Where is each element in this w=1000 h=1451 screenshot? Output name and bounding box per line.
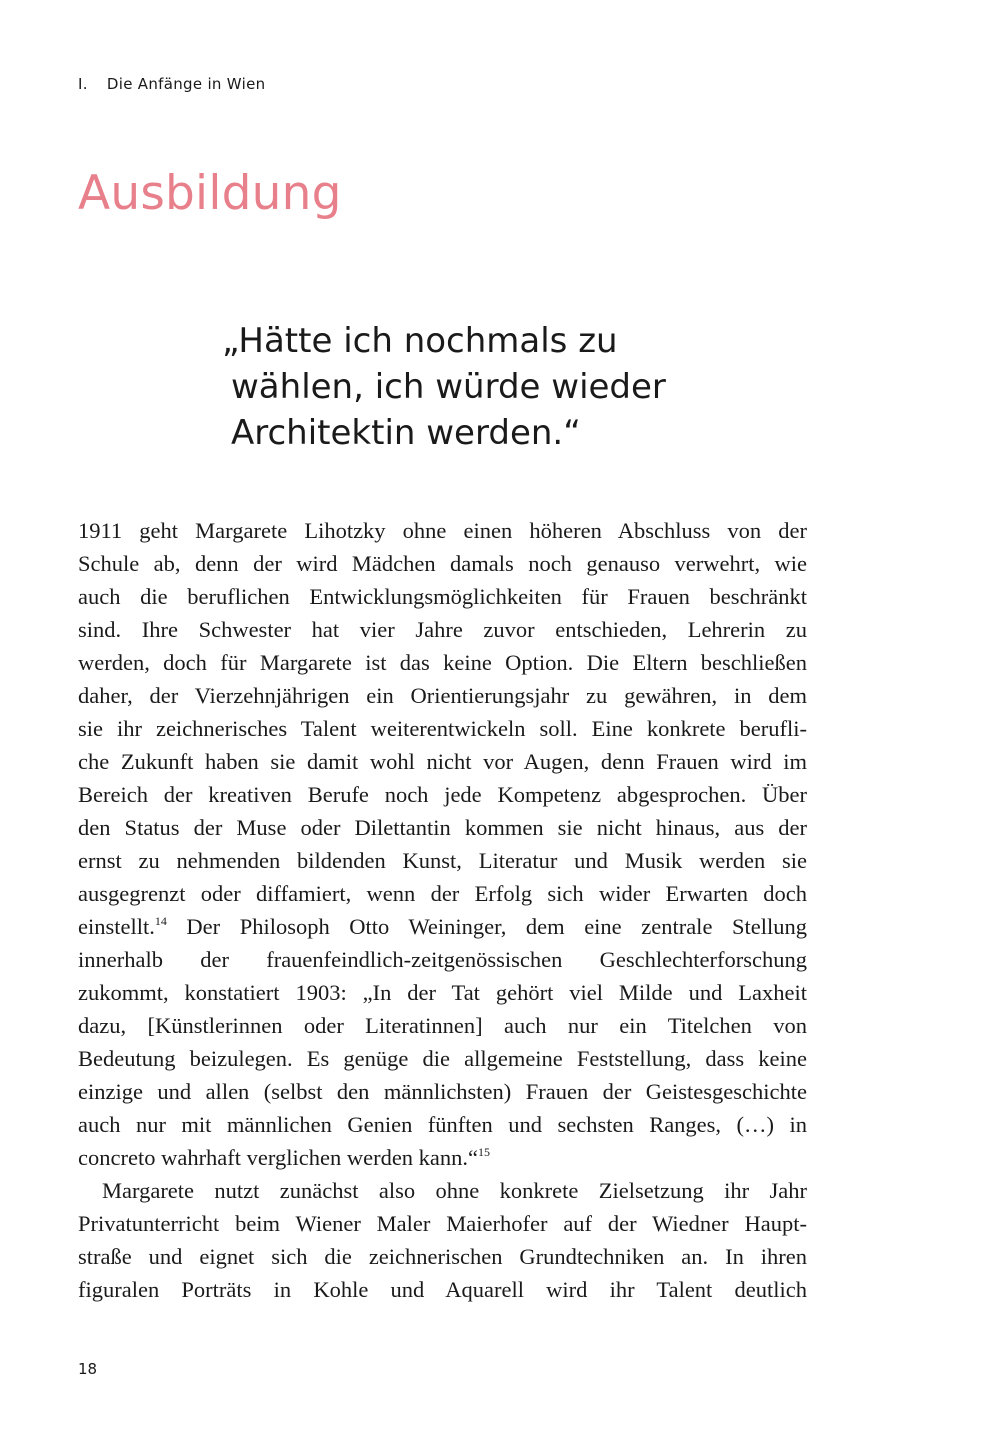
text-fragment: einstellt.: [78, 914, 155, 939]
text-line: 1911 geht Margarete Lihotzky ohne einen höheren Abschluss von der: [78, 518, 807, 543]
text-line: den Status der Muse oder Dilettantin kommen sie nicht hinaus, aus der: [78, 815, 807, 840]
text-line: ausgegrenzt oder diffamiert, wenn der Erfolg sich wider Erwarten doch: [78, 881, 807, 906]
chapter-title: Ausbildung: [78, 166, 342, 221]
quote-line: Architektin werden.“: [231, 413, 581, 453]
text-line: Bedeutung beizulegen. Es genüge die allgemeine Feststellung, dass keine: [78, 1046, 807, 1071]
body-text: [78, 514, 807, 1306]
text-line: auch die beruflichen Entwicklungsmöglichkeiten für Frauen beschränkt: [78, 584, 807, 609]
text-line: Bereich der kreativen Berufe noch jede Kompetenz abgesprochen. Über: [78, 782, 807, 807]
text-line: figuralen Porträts in Kohle und Aquarell wird ihr Talent deutlich: [78, 1277, 807, 1302]
text-line: Privatunterricht beim Wiener Maler Maierhofer auf der Wiedner Haupt-: [78, 1211, 807, 1236]
text-line: sind. Ihre Schwester hat vier Jahre zuvor entschieden, Lehrerin zu: [78, 617, 807, 642]
footnote-marker[interactable]: 15: [478, 1145, 491, 1159]
chapter-name: Die Anfänge in Wien: [106, 75, 266, 93]
text-fragment: concreto wahrhaft verglichen werden kann.“: [78, 1145, 479, 1170]
running-head: [78, 75, 265, 93]
text-line: straße und eignet sich die zeichnerischen Grundtechniken an. In ihren: [78, 1244, 807, 1269]
quote-line: „Hätte ich nochmals zu: [222, 321, 618, 361]
text-line: werden, doch für Margarete ist das keine Option. Die Eltern beschließen: [78, 650, 807, 675]
text-line: zukommt, konstatiert 1903: „In der Tat gehört viel Milde und Laxheit: [78, 980, 807, 1005]
text-line: innerhalb der frauenfeindlich-zeitgenössischen Geschlechterforschung: [78, 947, 807, 972]
footnote-marker[interactable]: 14: [154, 914, 167, 928]
text-line: auch nur mit männlichen Genien fünften und sechsten Ranges, (…) in: [78, 1112, 807, 1137]
text-line: Margarete nutzt zunächst also ohne konkrete Zielsetzung ihr Jahr: [102, 1178, 807, 1203]
text-line: einzige und allen (selbst den männlichsten) Frauen der Geistesgeschichte: [78, 1079, 807, 1104]
pull-quote: [222, 318, 666, 456]
text-line-with-footnote: [78, 1141, 807, 1174]
text-line: Schule ab, denn der wird Mädchen damals noch genauso verwehrt, wie: [78, 551, 807, 576]
text-line: ernst zu nehmenden bildenden Kunst, Literatur und Musik werden sie: [78, 848, 807, 873]
text-line: sie ihr zeichnerisches Talent weiterentwickeln soll. Eine konkrete berufli-: [78, 716, 807, 741]
text-line: che Zukunft haben sie damit wohl nicht vor Augen, denn Frauen wird im: [78, 749, 807, 774]
page-number: 18: [78, 1360, 98, 1378]
text-line: daher, der Vierzehnjährigen ein Orientierungsjahr zu gewähren, in dem: [78, 683, 807, 708]
text-line: dazu, [Künstlerinnen oder Literatinnen] auch nur ein Titelchen von: [78, 1013, 807, 1038]
quote-line: wählen, ich würde wieder: [231, 367, 666, 407]
text-line-with-footnote: [78, 910, 807, 943]
text-fragment: Der Philosoph Otto Weininger, dem eine zentrale Stellung: [166, 914, 807, 939]
chapter-number: I.: [78, 75, 88, 93]
